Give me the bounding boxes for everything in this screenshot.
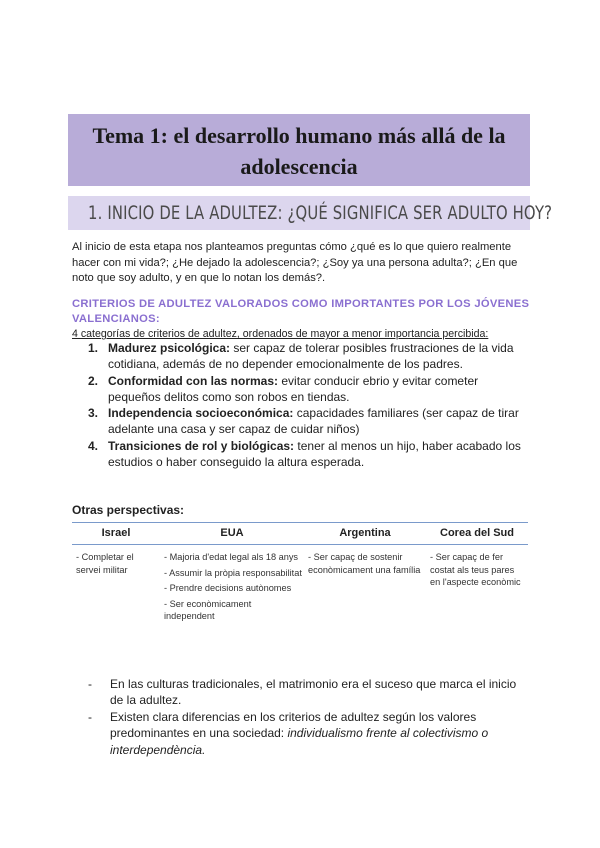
criteria-number: 3. xyxy=(88,406,99,421)
criteria-term: Independencia socioeconómica: xyxy=(108,406,294,421)
page-title: Tema 1: el desarrollo humano más allá de la adolescencia xyxy=(68,114,530,186)
table-cell-item: - Ser capaç de sostenir econòmicament una família xyxy=(308,552,421,575)
criteria-number: 1. xyxy=(88,341,99,355)
table-header-eua: EUA xyxy=(160,523,304,545)
intro-paragraph: Al inicio de esta etapa nos planteamos preguntas cómo ¿qué es lo que quiero realmente hacer con mi vida?; ¿He dejado la adolescencia?; ¿Soy ya una persona adulta?; ¿En que noto que soy adulto, y en que lo notan los demás?. xyxy=(72,241,518,284)
criteria-text: capacidades familiares (ser capaz de tirar adelante una casa y ser capaz de cuidar niños) xyxy=(108,406,519,437)
table-cell-corea xyxy=(426,545,528,630)
criteria-term: Transiciones de rol y biológicas: xyxy=(108,438,295,453)
note-italic-text: individualismo frente al colectivismo o interdependència. xyxy=(110,726,489,757)
criteria-text: tener al menos un hijo, haber acabado los estudios o haber conseguido la altura esperada. xyxy=(108,438,521,470)
criteria-heading: CRITERIOS DE ADULTEZ VALORADOS COMO IMPORTANTES POR LOS JÓVENES VALENCIANOS: xyxy=(72,298,530,325)
criteria-number: 2. xyxy=(88,373,99,388)
table-header-corea: Corea del Sud xyxy=(426,523,528,545)
criteria-term: Madurez psicológica: xyxy=(108,341,231,355)
table-header-argentina: Argentina xyxy=(304,523,426,545)
note-text: En las culturas tradicionales, el matrimonio era el suceso que marca el inicio de la adultez. xyxy=(110,677,517,708)
table-cell-item: - Ser econòmicament independent xyxy=(164,598,252,621)
note-item xyxy=(88,676,528,709)
criteria-term: Conformidad con las normas: xyxy=(108,373,279,388)
table-cell-israel xyxy=(72,545,160,630)
criteria-text: evitar conducir ebrio y evitar cometer pequeños delitos como son robos en tiendas. xyxy=(108,373,479,404)
table-cell-item: - Majoria d'edat legal als 18 anys xyxy=(164,552,299,562)
table-cell-item: - Prendre decisions autònomes xyxy=(164,583,292,593)
criteria-subheading: 4 categorías de criterios de adultez, ordenados de mayor a menor importancia percibida: xyxy=(72,328,489,340)
note-text: Existen clara diferencias en los criterios de adultez según los valores predominantes en una sociedad: xyxy=(110,709,477,741)
table-cell-item: - Completar el servei militar xyxy=(76,552,134,575)
table-cell-eua xyxy=(160,545,304,630)
dash-bullet: - xyxy=(88,709,92,724)
table-cell-item: - Assumir la pròpia responsabilitat xyxy=(164,567,302,578)
criteria-number: 4. xyxy=(88,438,99,453)
dash-bullet: - xyxy=(88,677,92,691)
table-cell-argentina xyxy=(304,545,426,630)
criteria-text: ser capaz de tolerar posibles frustraciones de la vida cotidiana, además de no depender emocionalmente de los padres. xyxy=(108,341,514,372)
table-header-row xyxy=(72,523,528,545)
criteria-item xyxy=(72,340,532,373)
table-header-israel: Israel xyxy=(72,523,160,545)
table-cell-item: - Ser capaç de fer costat als teus pares en l'aspecte econòmic xyxy=(430,552,521,587)
criteria-item xyxy=(72,373,532,406)
note-item xyxy=(88,709,528,758)
criteria-item xyxy=(72,438,532,471)
criteria-list xyxy=(72,340,532,470)
perspectives-table xyxy=(72,522,528,630)
table-row xyxy=(72,545,528,630)
criteria-item xyxy=(72,405,532,438)
others-heading: Otras perspectivas: xyxy=(72,503,185,517)
section-heading-text: 1. INICIO DE LA ADULTEZ: ¿QUÉ SIGNIFICA SER ADULTO HOY? xyxy=(88,202,553,224)
notes-list xyxy=(88,676,528,758)
section-heading xyxy=(68,196,553,230)
